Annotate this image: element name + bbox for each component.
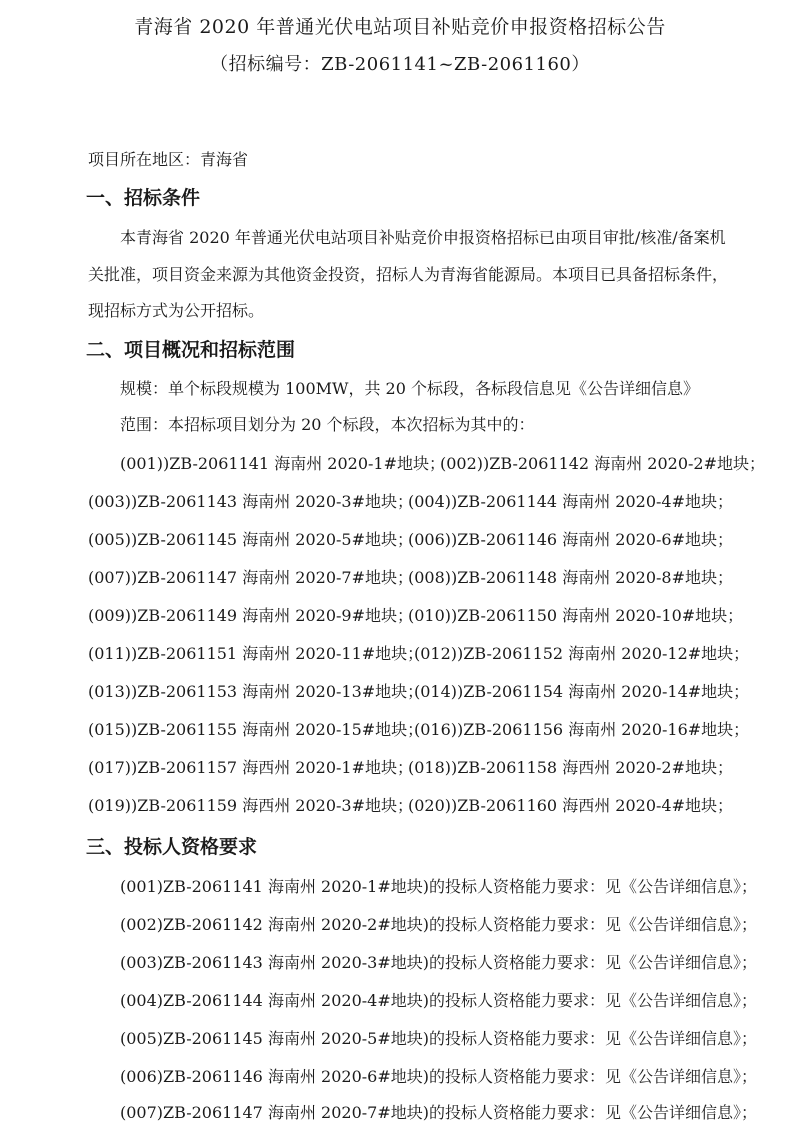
section-1-heading: 一、招标条件 — [86, 187, 201, 209]
lot-item: (018))ZB-2061158 海西州 2020-2#地块； — [408, 758, 733, 777]
qualification-item: (003)ZB-2061143 海南州 2020-3#地块)的投标人资格能力要求：见《公告详细信息》； — [120, 953, 757, 972]
lot-item: (009))ZB-2061149 海南州 2020-9#地块； — [88, 606, 413, 625]
lot-item: (002))ZB-2061142 海南州 2020-2#地块； — [440, 454, 765, 473]
lot-item: (016))ZB-2061156 海南州 2020-16#地块； — [414, 720, 750, 739]
lot-item: (008))ZB-2061148 海南州 2020-8#地块； — [408, 568, 733, 587]
qualification-item: (001)ZB-2061141 海南州 2020-1#地块)的投标人资格能力要求：见《公告详细信息》； — [120, 877, 757, 896]
lot-item: (019))ZB-2061159 海西州 2020-3#地块； — [88, 796, 413, 815]
scope-text: 范围：本招标项目划分为 20 个标段，本次招标为其中的： — [120, 415, 535, 434]
qualification-item: (004)ZB-2061144 海南州 2020-4#地块)的投标人资格能力要求：见《公告详细信息》； — [120, 991, 757, 1010]
qualification-item: (002)ZB-2061142 海南州 2020-2#地块)的投标人资格能力要求：见《公告详细信息》； — [120, 915, 757, 934]
lot-item: (004))ZB-2061144 海南州 2020-4#地块； — [408, 492, 733, 511]
lot-item: (011))ZB-2061151 海南州 2020-11#地块； — [88, 644, 424, 663]
project-region: 项目所在地区：青海省 — [88, 150, 249, 169]
lot-item: (005))ZB-2061145 海南州 2020-5#地块； — [88, 530, 413, 549]
section-1-line: 关批准，项目资金来源为其他资金投资，招标人为青海省能源局。本项目已具备招标条件， — [88, 265, 729, 284]
document-title: 青海省 2020 年普通光伏电站项目补贴竞价申报资格招标公告 — [134, 16, 666, 38]
qualification-item: (006)ZB-2061146 海南州 2020-6#地块)的投标人资格能力要求：见《公告详细信息》； — [120, 1067, 757, 1086]
lot-item: (017))ZB-2061157 海西州 2020-1#地块； — [88, 758, 413, 777]
lot-item: (001))ZB-2061141 海南州 2020-1#地块； — [120, 454, 445, 473]
section-1-line: 现招标方式为公开招标。 — [88, 301, 265, 320]
scale-text: 规模：单个标段规模为 100MW，共 20 个标段，各标段信息见《公告详细信息》 — [120, 379, 699, 398]
lot-item: (015))ZB-2061155 海南州 2020-15#地块； — [88, 720, 424, 739]
lot-item: (010))ZB-2061150 海南州 2020-10#地块； — [408, 606, 744, 625]
lot-item: (013))ZB-2061153 海南州 2020-13#地块； — [88, 682, 424, 701]
lot-item: (020))ZB-2061160 海西州 2020-4#地块； — [408, 796, 733, 815]
lot-item: (014))ZB-2061154 海南州 2020-14#地块； — [414, 682, 750, 701]
section-2-heading: 二、项目概况和招标范围 — [86, 339, 296, 361]
lot-item: (006))ZB-2061146 海南州 2020-6#地块； — [408, 530, 733, 549]
lot-item: (003))ZB-2061143 海南州 2020-3#地块； — [88, 492, 413, 511]
section-3-heading: 三、投标人资格要求 — [86, 836, 258, 858]
section-1-line: 本青海省 2020 年普通光伏电站项目补贴竞价申报资格招标已由项目审批/核准/备案机 — [120, 228, 726, 247]
qualification-item: (007)ZB-2061147 海南州 2020-7#地块)的投标人资格能力要求：见《公告详细信息》； — [120, 1103, 757, 1122]
qualification-item: (005)ZB-2061145 海南州 2020-5#地块)的投标人资格能力要求：见《公告详细信息》； — [120, 1029, 757, 1048]
tender-number: （招标编号：ZB-2061141~ZB-2061160） — [210, 54, 590, 75]
lot-item: (007))ZB-2061147 海南州 2020-7#地块； — [88, 568, 413, 587]
lot-item: (012))ZB-2061152 海南州 2020-12#地块； — [414, 644, 750, 663]
